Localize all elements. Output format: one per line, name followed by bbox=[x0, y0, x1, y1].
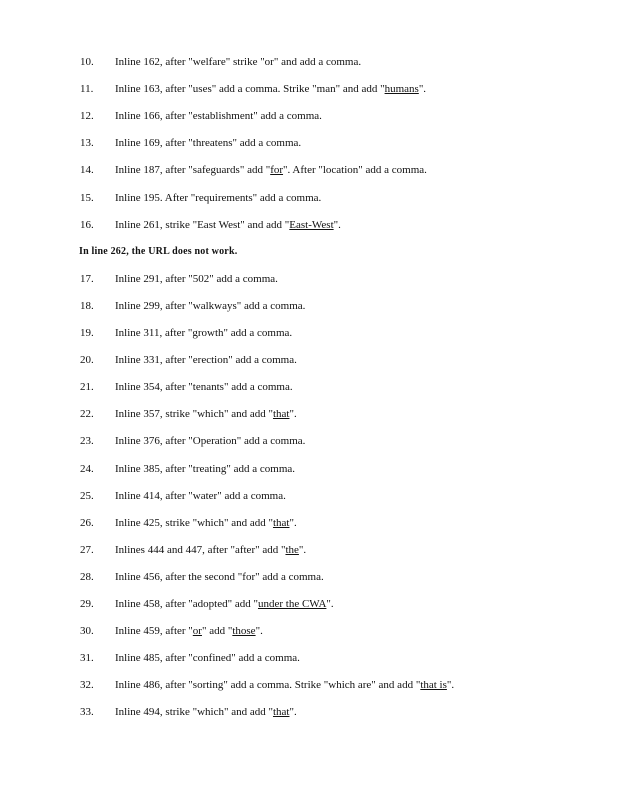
item-number: 11. bbox=[80, 83, 94, 95]
item-number: 13. bbox=[80, 137, 94, 149]
item-text bbox=[115, 272, 278, 286]
underlined-text: the bbox=[285, 544, 299, 556]
item-number: 19. bbox=[80, 327, 94, 339]
item-number: 27. bbox=[80, 544, 94, 556]
item-number: 24. bbox=[80, 463, 94, 475]
item-number: 20. bbox=[80, 354, 94, 366]
text-segment: Inline 354, after "tenants" add a comma. bbox=[115, 381, 293, 393]
list-item bbox=[80, 489, 588, 503]
text-segment: ". bbox=[418, 83, 427, 95]
item-text bbox=[115, 407, 297, 421]
underlined-text: East-West bbox=[289, 219, 334, 231]
underlined-text: humans bbox=[384, 83, 419, 95]
text-segment: Inline 291, after "502" add a comma. bbox=[115, 273, 278, 285]
text-segment: Inline 376, after "Operation" add a comma. bbox=[115, 435, 306, 447]
item-number: 16. bbox=[80, 219, 94, 231]
text-segment: ". bbox=[289, 517, 297, 529]
item-number: 23. bbox=[80, 435, 94, 447]
text-segment: Inline 299, after "walkways" add a comma. bbox=[115, 300, 306, 312]
text-segment: ". bbox=[255, 625, 263, 637]
item-number: 21. bbox=[80, 381, 94, 393]
underlined-text: under the CWA bbox=[257, 598, 327, 610]
item-number: 30. bbox=[80, 625, 94, 637]
text-segment: " add " bbox=[201, 625, 233, 637]
underlined-text: or bbox=[192, 625, 202, 637]
text-segment: Inlines 444 and 447, after "after" add " bbox=[115, 544, 286, 556]
list-item bbox=[80, 624, 588, 638]
text-segment: Inline 459, after " bbox=[115, 625, 193, 637]
list-item bbox=[80, 380, 588, 394]
item-text bbox=[115, 489, 286, 503]
item-number: 12. bbox=[80, 110, 94, 122]
item-text bbox=[115, 651, 300, 665]
list-item bbox=[80, 326, 588, 340]
item-text bbox=[115, 543, 306, 557]
text-segment: Inline 425, strike "which" and add " bbox=[115, 517, 273, 529]
item-number: 26. bbox=[80, 517, 94, 529]
text-segment: Inline 331, after "erection" add a comma. bbox=[115, 354, 297, 366]
text-segment: Inline 311, after "growth" add a comma. bbox=[115, 327, 293, 339]
item-number: 14. bbox=[80, 164, 94, 176]
list-item bbox=[80, 462, 588, 476]
text-segment: ". bbox=[298, 544, 307, 556]
list-item bbox=[80, 651, 588, 665]
text-segment: ". bbox=[289, 408, 297, 420]
item-text bbox=[115, 570, 324, 584]
item-text bbox=[115, 705, 297, 719]
item-number: 31. bbox=[80, 652, 94, 664]
text-segment: Inline 456, after the second "for" add a comma. bbox=[115, 571, 324, 583]
underlined-text: that bbox=[272, 706, 290, 718]
underlined-text: that is bbox=[420, 679, 447, 691]
text-segment: ". After "location" add a comma. bbox=[283, 164, 427, 176]
text-segment: ". bbox=[326, 598, 334, 610]
list-item bbox=[80, 407, 588, 421]
underlined-text: that bbox=[272, 517, 290, 529]
text-segment: Inline 486, after "sorting" add a comma. Strike "which are" and add " bbox=[115, 679, 421, 691]
list-item bbox=[80, 570, 588, 584]
text-segment: Inline 494, strike "which" and add " bbox=[115, 706, 273, 718]
text-segment: Inline 261, strike "East West" and add " bbox=[115, 219, 290, 231]
item-text bbox=[115, 299, 305, 313]
list-item bbox=[80, 272, 588, 286]
list-item bbox=[80, 163, 588, 177]
item-text bbox=[115, 434, 305, 448]
list-item bbox=[80, 82, 588, 96]
list-item bbox=[80, 55, 588, 69]
list-item bbox=[80, 109, 588, 123]
item-text bbox=[115, 109, 322, 123]
item-number: 17. bbox=[80, 273, 94, 285]
text-segment: ". bbox=[446, 679, 455, 691]
list-item bbox=[80, 218, 588, 232]
item-text bbox=[115, 462, 295, 476]
list-item bbox=[80, 353, 588, 367]
text-segment: Inline 485, after "confined" add a comma. bbox=[115, 652, 300, 664]
item-number: 18. bbox=[80, 300, 94, 312]
text-segment: Inline 357, strike "which" and add " bbox=[115, 408, 273, 420]
item-text bbox=[115, 326, 292, 340]
item-text bbox=[115, 191, 321, 205]
list-item bbox=[80, 543, 588, 557]
text-segment: Inline 163, after "uses" add a comma. Strike "man" and add " bbox=[115, 83, 385, 95]
text-segment: ". bbox=[289, 706, 297, 718]
underlined-text: those bbox=[232, 625, 256, 637]
note-line: In line 262, the URL does not work. bbox=[79, 246, 238, 257]
list-item bbox=[80, 191, 588, 205]
list-item bbox=[80, 434, 588, 448]
list-item bbox=[80, 299, 588, 313]
item-text bbox=[115, 82, 426, 96]
item-text bbox=[115, 218, 341, 232]
text-segment: Inline 169, after "threatens" add a comma. bbox=[115, 137, 302, 149]
text-segment: Inline 458, after "adopted" add " bbox=[115, 598, 258, 610]
list-item bbox=[80, 516, 588, 530]
item-text bbox=[115, 624, 263, 638]
text-segment: Inline 414, after "water" add a comma. bbox=[115, 490, 286, 502]
item-number: 10. bbox=[80, 56, 94, 68]
item-number: 22. bbox=[80, 408, 94, 420]
list-item bbox=[80, 136, 588, 150]
underlined-text: that bbox=[272, 408, 290, 420]
text-segment: Inline 385, after "treating" add a comma. bbox=[115, 463, 296, 475]
item-text bbox=[115, 678, 454, 692]
item-text bbox=[115, 380, 293, 394]
text-segment: Inline 162, after "welfare" strike "or" and add a comma. bbox=[115, 56, 362, 68]
text-segment: Inline 195. After "requirements" add a comma. bbox=[115, 192, 322, 204]
underlined-text: for bbox=[270, 164, 284, 176]
item-number: 15. bbox=[80, 192, 94, 204]
text-segment: Inline 166, after "establishment" add a comma. bbox=[115, 110, 322, 122]
item-text bbox=[115, 55, 361, 69]
item-text bbox=[115, 163, 427, 177]
text-segment: ". bbox=[333, 219, 341, 231]
text-segment: Inline 187, after "safeguards" add " bbox=[115, 164, 271, 176]
item-text bbox=[115, 136, 301, 150]
item-text bbox=[115, 353, 297, 367]
item-number: 28. bbox=[80, 571, 94, 583]
list-item bbox=[80, 597, 588, 611]
item-number: 32. bbox=[80, 679, 94, 691]
list-item bbox=[80, 705, 588, 719]
list-item bbox=[80, 678, 588, 692]
item-text bbox=[115, 597, 334, 611]
item-number: 25. bbox=[80, 490, 94, 502]
item-number: 29. bbox=[80, 598, 94, 610]
item-number: 33. bbox=[80, 706, 94, 718]
item-text bbox=[115, 516, 297, 530]
